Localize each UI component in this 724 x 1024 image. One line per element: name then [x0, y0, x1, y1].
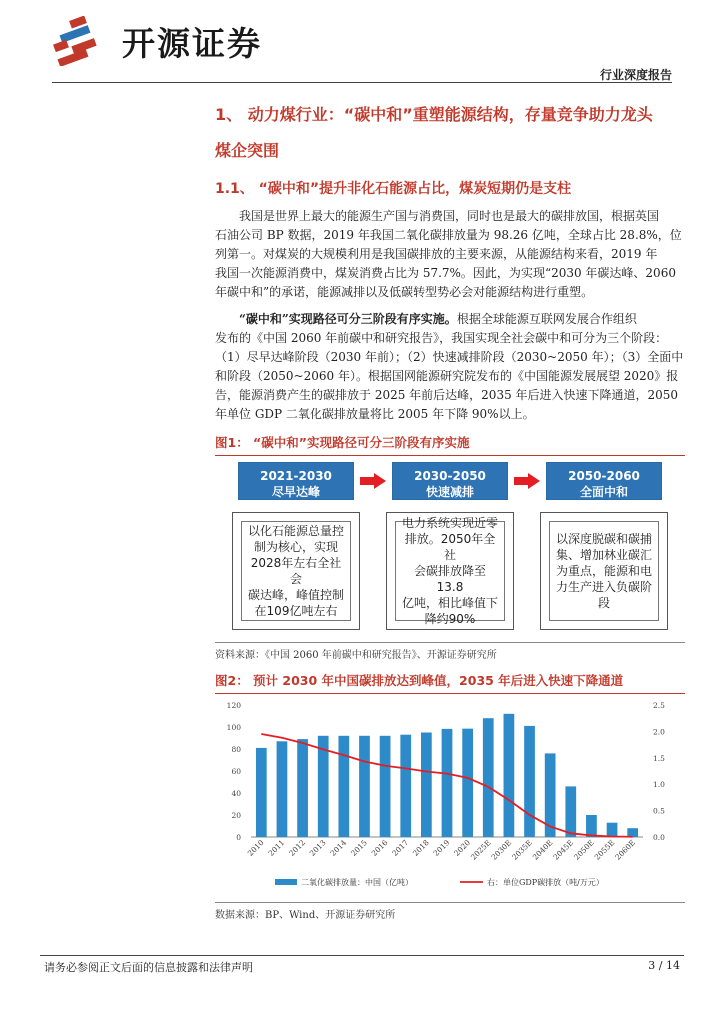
- x-tick-label: 2030E: [489, 838, 514, 862]
- y-left-tick-label: 20: [231, 811, 241, 820]
- header-divider: [52, 82, 672, 83]
- paragraph-line: 年单位 GDP 二氧化碳排放量将比 2005 年下降 90%以上。: [215, 407, 535, 421]
- stage-2-years: 2030-2050: [414, 469, 486, 483]
- stage-3-header: [546, 462, 662, 500]
- bar-2045E: [565, 786, 576, 837]
- footer-divider: [40, 955, 684, 956]
- x-tick-label: 2035E: [510, 838, 534, 862]
- x-tick-label: 2025E: [468, 838, 493, 862]
- bar-2030E: [504, 714, 515, 837]
- desc-line: 2028年左右全社会: [250, 556, 342, 586]
- x-tick-label: 2060E: [613, 838, 638, 862]
- section-1-1-title: 1.1、 “碳中和”提升非化石能源占比，煤炭短期仍是支柱: [215, 181, 572, 197]
- desc-line: 碳达峰，峰值控制: [248, 588, 345, 602]
- bar-2011: [277, 741, 288, 837]
- y-right-tick-label: 2.0: [653, 727, 665, 737]
- paragraph-line: 我国一次能源消费中，煤炭消费占比为 57.7%。因此，为实现“2030 年碳达峰、2060: [215, 266, 676, 280]
- desc-line: 会碳排放降至13.8: [413, 564, 486, 594]
- desc-line: 集、增加林业碳汇: [556, 548, 653, 562]
- y-left-tick-label: 100: [226, 723, 241, 732]
- x-tick-label: 2016: [369, 838, 390, 858]
- stage-3-description: [549, 521, 659, 621]
- bar-2014: [338, 736, 349, 837]
- bar-2020: [462, 729, 473, 837]
- bar-2010: [256, 748, 267, 837]
- paragraph-lead-rest: 根据全球能源互联网发展合作组织: [456, 312, 637, 326]
- stage-1-header: [238, 462, 354, 500]
- paragraph-line: 发布的《中国 2060 年前碳中和研究报告》，我国实现全社会碳中和可分为三个阶段：: [215, 331, 668, 345]
- paragraph-line: 和阶段（2050~2060 年）。根据国网能源研究院发布的《中国能源发展展望 2020》报: [215, 369, 679, 383]
- paragraph-line: 年碳中和”的承诺，能源减排以及低碳转型势必会对能源结构进行重塑。: [215, 285, 594, 299]
- y-right-tick-label: 1.0: [653, 780, 665, 790]
- bar-2050E: [586, 815, 597, 837]
- x-tick-label: 2011: [266, 838, 287, 858]
- legend-bar-label: 二氧化碳排放量：中国（亿吨）: [301, 878, 413, 887]
- paragraph-line: [215, 310, 685, 329]
- report-type-label: 行业深度报告: [599, 68, 672, 82]
- paragraph-lead: “碳中和”实现路径可分三阶段有序实施。: [239, 312, 457, 326]
- desc-line: 以化石能源总量控: [248, 524, 345, 538]
- x-tick-label: 2012: [287, 838, 307, 858]
- desc-line: 制为核心，实现: [253, 540, 338, 554]
- paragraph-1: [215, 207, 685, 302]
- desc-line: 力生产进入负碳阶: [556, 580, 653, 594]
- figure-1-title: 图1： “碳中和”实现路径可分三阶段有序实施: [215, 433, 685, 456]
- section-1-title-line2: 煤企突围: [215, 141, 280, 160]
- paragraph-line: 石油公司 BP 数据，2019 年我国二氧化碳排放量为 98.26 亿吨，全球占比 28.8%，位: [215, 228, 682, 242]
- y-right-tick-label: 2.5: [653, 701, 665, 710]
- stage-2-description-box: [386, 512, 514, 630]
- y-left-tick-label: 60: [231, 767, 241, 776]
- desc-line: 段: [597, 596, 610, 610]
- stage-1-name: 尽早达峰: [271, 485, 320, 499]
- bar-2012: [297, 739, 308, 837]
- section-1-title-line1: 1、 动力煤行业：“碳中和”重塑能源结构，存量竞争助力龙头: [215, 105, 653, 124]
- bar-2060E: [627, 828, 638, 837]
- stage-2-description: [395, 516, 505, 626]
- logo-mark-icon: [52, 16, 114, 66]
- x-tick-label: 2020: [452, 838, 473, 858]
- desc-line: 以深度脱碳和碳捕: [556, 532, 653, 546]
- x-tick-label: 2018: [410, 838, 431, 858]
- desc-line: 排放。2050年全社: [404, 532, 496, 562]
- stage-1-description-box: [232, 512, 360, 630]
- paragraph-line: 我国是世界上最大的能源生产国与消费国，同时也是最大的碳排放国，根据英国: [239, 209, 660, 223]
- figure-1-source: 资料来源：《中国 2060 年前碳中和研究报告》、开源证券研究所: [215, 650, 497, 661]
- paragraph-2: [215, 310, 685, 424]
- paragraph-line: 告，能源消费产生的碳排放于 2025 年前后达峰，2035 年后进入快速下降通道，2050: [215, 388, 679, 402]
- company-logo: [52, 16, 282, 66]
- y-left-tick-label: 40: [231, 789, 241, 798]
- page-number: 3 / 14: [648, 959, 680, 972]
- figure-1-source-divider: [215, 642, 685, 643]
- x-tick-label: 2019: [431, 838, 452, 858]
- y-right-tick-label: 0.5: [653, 806, 665, 816]
- arrow-right-icon: [358, 472, 388, 490]
- x-tick-label: 2050E: [572, 838, 596, 862]
- stage-3-description-box: [540, 512, 668, 630]
- stage-1-years: 2021-2030: [260, 469, 332, 483]
- legend-line-label: 右：单位GDP碳排放（吨/万元）: [487, 878, 604, 887]
- desc-line: 降约90%: [424, 612, 476, 626]
- desc-line: 亿吨，相比峰值下: [402, 596, 499, 610]
- logo-text: 开源证券: [122, 24, 262, 63]
- paragraph-line: 列第一。对煤炭的大规模利用是我国碳排放的主要来源，从能源结构来看，2019 年: [215, 247, 658, 261]
- y-left-tick-label: 0: [236, 833, 241, 842]
- footer-disclaimer: 请务必参阅正文后面的信息披露和法律声明: [44, 961, 253, 974]
- y-left-tick-label: 120: [226, 701, 241, 710]
- x-tick-label: 2015: [349, 838, 369, 858]
- stage-2-header: [392, 462, 508, 500]
- figure-2-source: 数据来源：BP、Wind、开源证券研究所: [215, 910, 396, 921]
- stage-2-name: 快速减排: [425, 485, 474, 499]
- bar-2015: [359, 736, 370, 837]
- stage-3-name: 全面中和: [579, 485, 628, 499]
- x-tick-label: 2045E: [551, 838, 576, 862]
- bar-2055E: [607, 823, 618, 837]
- bar-2025E: [483, 718, 494, 837]
- y-left-tick-label: 80: [231, 745, 241, 754]
- paragraph-line: （1）尽早达峰阶段（2030 年前）；（2）快速减排阶段（2030~2050 年）；（3）全面中: [215, 350, 684, 364]
- x-tick-label: 2013: [307, 838, 328, 858]
- legend-bar-swatch: [275, 879, 297, 885]
- desc-line: 在109亿吨左右: [254, 604, 338, 618]
- x-tick-label: 2040E: [530, 838, 555, 862]
- stage-1-description: [241, 521, 351, 621]
- figure-2-source-divider: [215, 902, 685, 903]
- bar-2017: [400, 735, 411, 837]
- desc-line: 电力系统实现近零: [402, 516, 499, 530]
- y-right-tick-label: 1.5: [653, 753, 665, 763]
- stage-3-years: 2050-2060: [568, 469, 640, 483]
- bar-2019: [442, 729, 453, 837]
- x-tick-label: 2010: [245, 838, 266, 858]
- emissions-chart: [215, 695, 685, 900]
- bar-2018: [421, 733, 432, 838]
- y-right-tick-label: 0.0: [653, 833, 665, 842]
- figure-2-title: 图2： 预计 2030 年中国碳排放达到峰值，2035 年后进入快速下降通道: [215, 671, 685, 694]
- arrow-right-icon: [512, 472, 542, 490]
- x-tick-label: 2014: [328, 838, 349, 858]
- desc-line: 为重点，能源和电: [556, 564, 653, 578]
- x-tick-label: 2055E: [592, 838, 617, 862]
- bar-2035E: [524, 726, 535, 837]
- bar-2016: [380, 736, 391, 837]
- x-tick-label: 2017: [390, 838, 411, 858]
